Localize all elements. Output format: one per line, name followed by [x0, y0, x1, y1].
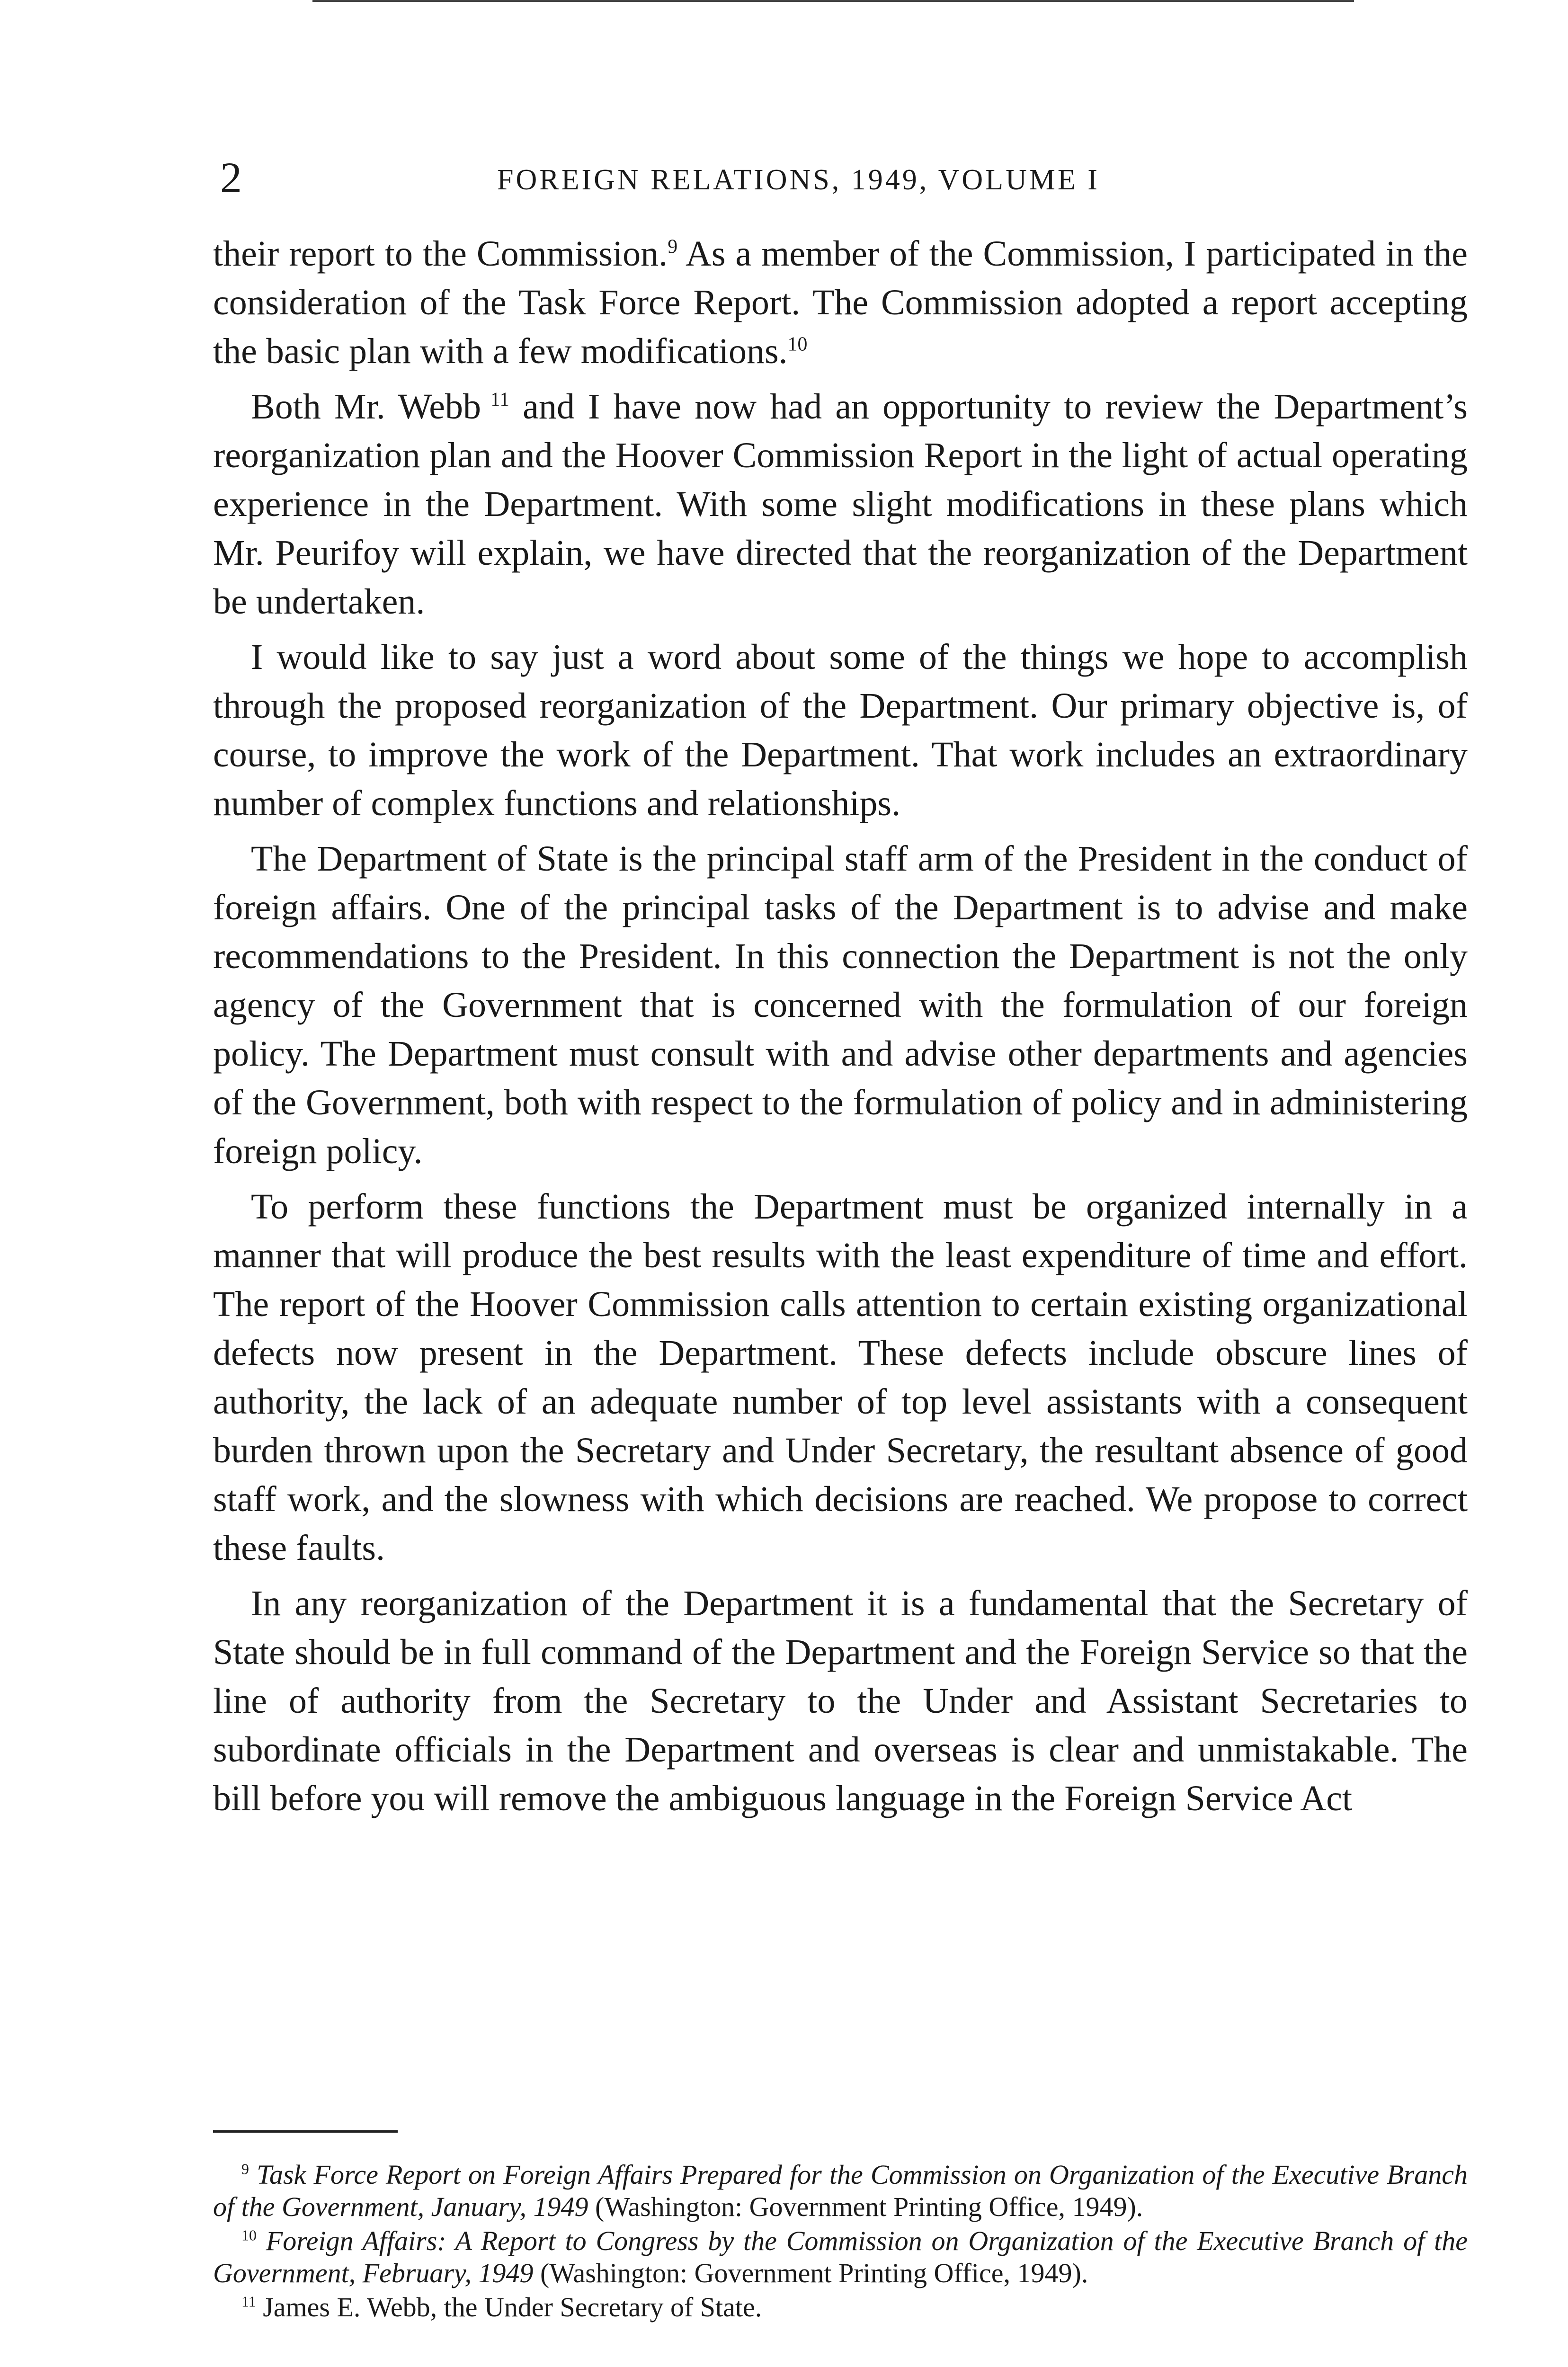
paragraph-2-text-a: Both Mr. Webb: [251, 387, 481, 427]
running-title: FOREIGN RELATIONS, 1949, VOLUME I: [497, 164, 1100, 196]
footnote-11-number: 11: [241, 2293, 256, 2310]
footnote-9-title: Task Force Report on Foreign Affairs Prepared for the Commission on Organization of the Executive Branch of the Government, January, 1949: [213, 2159, 1468, 2222]
paragraph-1: [213, 230, 1468, 376]
paragraph-4: The Department of State is the principal staff arm of the President in the conduct of foreign affairs. One of the principal tasks of the Department is to advise and make recommendations to the President. In this connection the Department is not the only agency of the Government that is concerned with the formulation of our foreign policy. The Department must consult with and advise other departments and agencies of the Government, both with respect to the formulation of policy and in administering foreign policy.: [213, 839, 1468, 1171]
footnotes: [213, 2159, 1468, 2325]
footnote-11-text: James E. Webb, the Under Secretary of State.: [256, 2292, 762, 2323]
footnote-10-publisher: (Washington: Government Printing Office, 1949).: [533, 2258, 1088, 2288]
running-header: [213, 151, 1468, 204]
paragraph-1-text-a: their report to the Commission.: [213, 234, 668, 274]
footnote-9-publisher: (Washington: Government Printing Office, 1949).: [588, 2191, 1143, 2222]
footnote-10-title: Foreign Affairs: A Report to Congress by the Commission on Organization of the Executive Branch of the Government, February, 1949: [213, 2225, 1468, 2288]
footnote-separator: [213, 2130, 398, 2133]
page-number: 2: [220, 153, 242, 202]
footnote-9: [213, 2159, 1468, 2223]
top-edge-rule: [312, 0, 1354, 2]
footnote-9-number: 9: [241, 2161, 249, 2178]
footnote-10-number: 10: [241, 2227, 257, 2244]
paragraph-1-text-b: As a member of the Commission, I participated in the consideration of the Task Force Report. The Commission adopted a report accepting the basic plan with a few modifications.: [213, 234, 1468, 371]
footnote-ref-9: 9: [668, 236, 678, 258]
paragraph-5: To perform these functions the Department must be organized internally in a manner that will produce the best results with the least expenditure of time and effort. The report of the Hoover Commission calls attention to certain existing organizational defects now present in the Department. These defects include obscure lines of authority, the lack of an adequate number of top level assistants with a consequent burden thrown upon the Secretary and Under Secretary, the resultant absence of good staff work, and the slowness with which decisions are reached. We propose to correct these faults.: [213, 1187, 1468, 1568]
paragraph-2: [213, 383, 1468, 626]
body-text: [213, 230, 1468, 1830]
paragraph-3: I would like to say just a word about some of the things we hope to accomplish through the proposed reorganization of the Department. Our primary objective is, of course, to improve the work of the Department. That work includes an extraordinary number of complex functions and relationships.: [213, 637, 1468, 823]
footnote-10: [213, 2225, 1468, 2289]
footnote-ref-11: 11: [481, 389, 509, 411]
footnote-ref-10: 10: [787, 333, 808, 356]
paragraph-6: In any reorganization of the Department it is a fundamental that the Secretary of State should be in full command of the Department and the Foreign Service so that the line of authority from the Secretary to the Under and Assistant Secretaries to subordinate officials in the Department and overseas is clear and unmistakable. The bill before you will remove the ambiguous language in the Foreign Service Act: [213, 1584, 1468, 1818]
footnote-11: [213, 2291, 1468, 2323]
paragraph-2-text-b: and I have now had an opportunity to review the Department’s reorganization plan and the Hoover Commission Report in the light of actual operating experience in the Department. With some slight modifications in these plans which Mr. Peurifoy will explain, we have directed that the reorganization of the Department be undertaken.: [213, 387, 1468, 622]
